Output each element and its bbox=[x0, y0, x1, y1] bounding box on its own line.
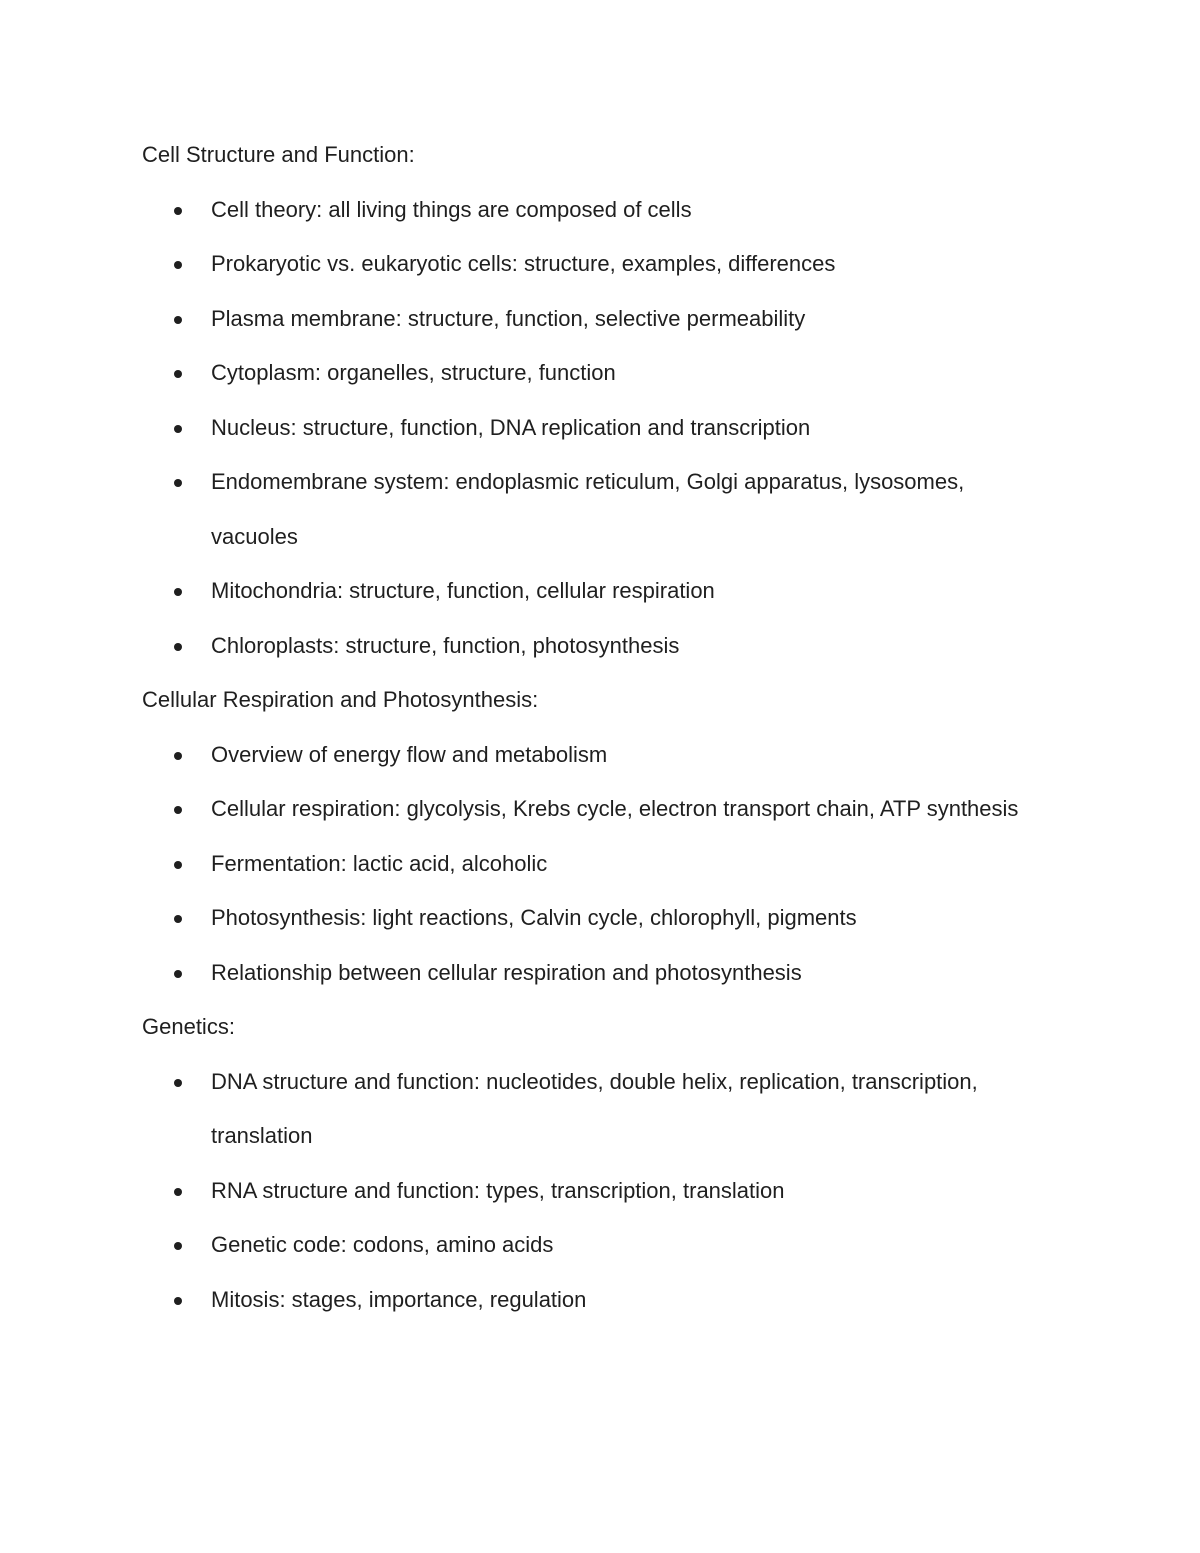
list-item-text: Prokaryotic vs. eukaryotic cells: structure, examples, differences bbox=[211, 251, 836, 276]
bullet-icon bbox=[174, 1242, 182, 1250]
list-item bbox=[211, 891, 1042, 946]
bullet-list bbox=[142, 183, 1042, 674]
list-item-text: Genetic code: codons, amino acids bbox=[211, 1232, 554, 1257]
bullet-list bbox=[142, 1055, 1042, 1328]
section-cell-structure bbox=[142, 128, 1042, 673]
bullet-icon bbox=[174, 915, 182, 923]
list-item-text: Endomembrane system: endoplasmic reticulum, Golgi apparatus, lysosomes, vacuoles bbox=[211, 469, 965, 549]
list-item bbox=[211, 1164, 1042, 1219]
list-item bbox=[211, 401, 1042, 456]
bullet-icon bbox=[174, 261, 182, 269]
section-heading: Genetics: bbox=[142, 1014, 235, 1039]
list-item-text: Relationship between cellular respiration and photosynthesis bbox=[211, 959, 802, 985]
list-item bbox=[211, 1055, 1042, 1164]
bullet-icon bbox=[174, 1188, 182, 1196]
section-genetics bbox=[142, 1000, 1042, 1327]
list-item bbox=[211, 292, 1042, 347]
list-item-text: Fermentation: lactic acid, alcoholic bbox=[211, 850, 548, 876]
bullet-icon bbox=[174, 970, 182, 978]
list-item bbox=[211, 346, 1042, 401]
list-item bbox=[211, 728, 1042, 783]
list-item bbox=[211, 1218, 1042, 1273]
list-item bbox=[211, 237, 1042, 292]
document-body bbox=[142, 128, 1042, 1327]
section-heading: Cellular Respiration and Photosynthesis: bbox=[142, 687, 539, 712]
bullet-icon bbox=[174, 316, 182, 324]
list-item-text: Cellular respiration: glycolysis, Krebs cycle, electron transport chain, ATP synthesis bbox=[211, 796, 1019, 821]
list-item bbox=[211, 1273, 1042, 1328]
list-item-text: Mitosis: stages, importance, regulation bbox=[211, 1286, 587, 1312]
list-item bbox=[211, 455, 1042, 564]
bullet-icon bbox=[174, 806, 182, 814]
bullet-icon bbox=[174, 861, 182, 869]
bullet-icon bbox=[174, 479, 182, 487]
list-item bbox=[211, 837, 1042, 892]
bullet-icon bbox=[174, 370, 182, 378]
list-item-text: Cell theory: all living things are composed of cells bbox=[211, 196, 692, 222]
section-respiration-photosynthesis bbox=[142, 673, 1042, 1000]
bullet-icon bbox=[174, 425, 182, 433]
list-item-text: Nucleus: structure, function, DNA replication and transcription bbox=[211, 414, 811, 440]
list-item-text: DNA structure and function: nucleotides, double helix, replication, transcription, translation bbox=[211, 1068, 978, 1148]
list-item-text: RNA structure and function: types, transcription, translation bbox=[211, 1177, 785, 1203]
bullet-icon bbox=[174, 752, 182, 760]
list-item bbox=[211, 946, 1042, 1001]
list-item-text: Plasma membrane: structure, function, selective permeability bbox=[211, 305, 806, 331]
list-item-text: Photosynthesis: light reactions, Calvin cycle, chlorophyll, pigments bbox=[211, 905, 857, 930]
bullet-icon bbox=[174, 588, 182, 596]
list-item bbox=[211, 564, 1042, 619]
list-item-text: Chloroplasts: structure, function, photosynthesis bbox=[211, 632, 680, 658]
bullet-list bbox=[142, 728, 1042, 1001]
list-item-text: Overview of energy flow and metabolism bbox=[211, 741, 608, 767]
list-item bbox=[211, 619, 1042, 674]
list-item bbox=[211, 183, 1042, 238]
list-item-text: Mitochondria: structure, function, cellular respiration bbox=[211, 578, 715, 603]
list-item bbox=[211, 782, 1042, 837]
section-heading: Cell Structure and Function: bbox=[142, 142, 415, 167]
list-item-text: Cytoplasm: organelles, structure, function bbox=[211, 360, 616, 385]
bullet-icon bbox=[174, 207, 182, 215]
bullet-icon bbox=[174, 1079, 182, 1087]
bullet-icon bbox=[174, 643, 182, 651]
bullet-icon bbox=[174, 1297, 182, 1305]
